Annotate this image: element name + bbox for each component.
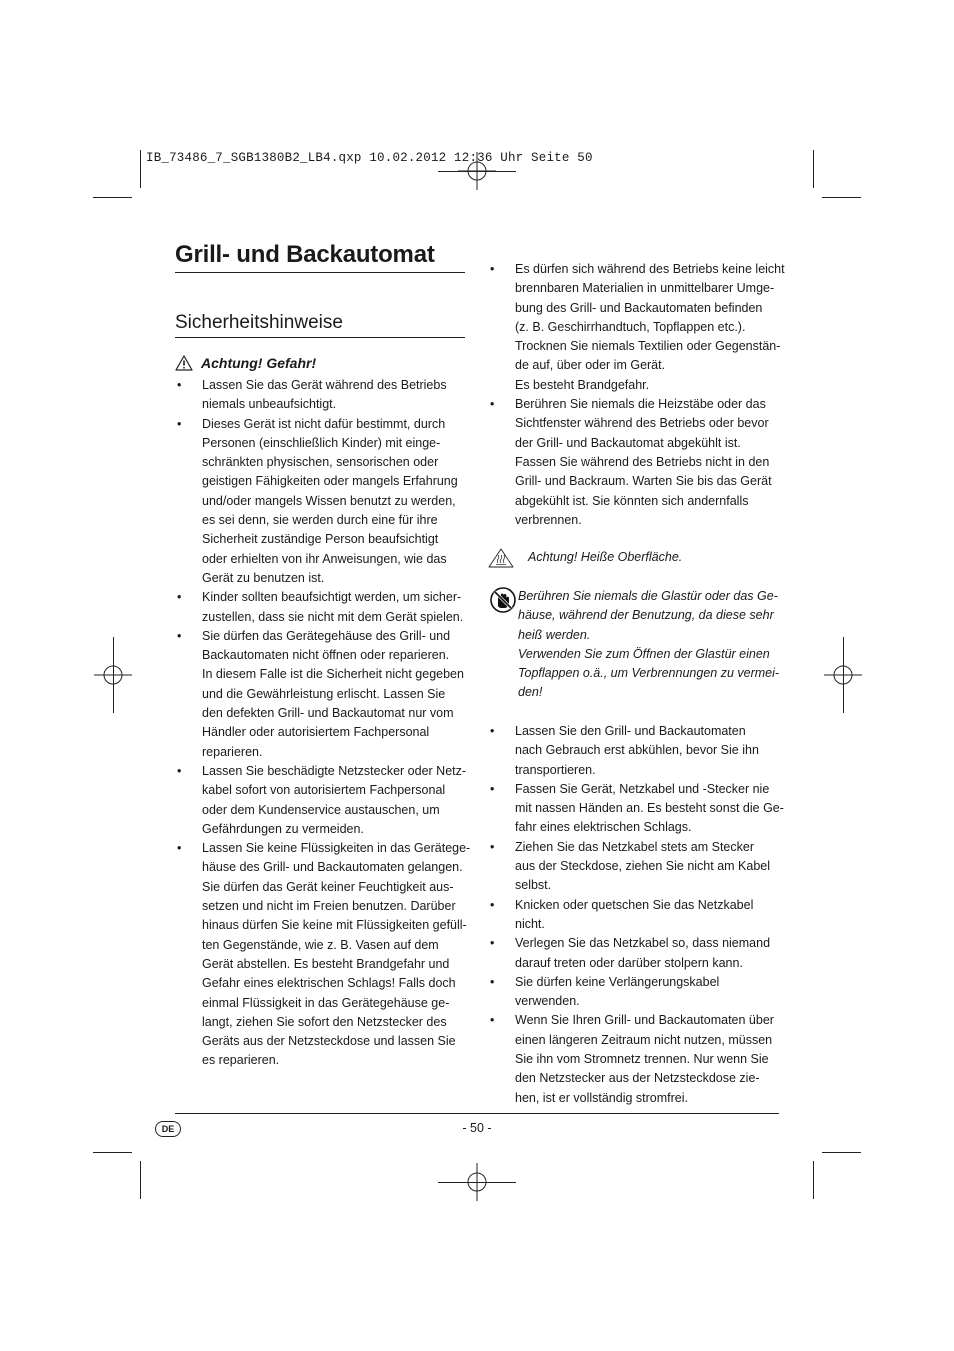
list-item-line: • Fassen Sie Gerät, Netzkabel und -Stecker nie — [515, 781, 770, 796]
list-item — [488, 838, 780, 896]
list-item-line: fahr eines elektrischen Schlags. — [515, 820, 692, 835]
list-item — [488, 896, 780, 935]
list-item-line: schränkten physischen, sensorischen oder — [202, 455, 439, 470]
note-line: Berühren Sie niemals die Glastür oder das Ge- — [518, 589, 778, 603]
list-item-line: de auf, über oder im Gerät. — [515, 358, 666, 373]
list-item-line: (z. B. Geschirrhandtuch, Topflappen etc.). — [515, 319, 746, 334]
note-line: häuse, während der Benutzung, da diese sehr — [518, 608, 774, 623]
list-item-line: • Verlegen Sie das Netzkabel so, dass niemand — [515, 936, 771, 951]
list-item-line: Gerät abstellen. Es besteht Brandgefahr und — [202, 956, 450, 971]
list-item-line: • Knicken oder quetschen Sie das Netzkabel — [515, 897, 754, 912]
list-item-line: Geräts aus der Netzsteckdose und lassen Sie — [202, 1034, 456, 1049]
hot-surface-warning — [488, 548, 682, 568]
list-item-line: häuse des Grill- und Backautomaten gelangen. — [202, 860, 463, 875]
warning-heading-text: Achtung! Gefahr! — [201, 355, 317, 371]
list-item-line: mit nassen Händen an. Es besteht sonst die Ge- — [515, 801, 784, 816]
list-item-line: • Dieses Gerät ist nicht dafür bestimmt, durch — [202, 416, 446, 431]
list-item-line: den Netzstecker aus der Netzsteckdose zie- — [515, 1071, 760, 1086]
page-number: - 50 - — [462, 1121, 492, 1135]
list-item-line: setzen und nicht im Freien benutzen. Darüber — [202, 899, 456, 914]
list-item — [488, 722, 780, 780]
list-item-line: hinaus dürfen Sie keine mit Flüssigkeiten gefüll- — [202, 918, 467, 933]
list-item-line: transportieren. — [515, 762, 596, 777]
language-badge: DE — [155, 1121, 181, 1137]
list-item-line: • Sie dürfen das Gerätegehäuse des Grill- und — [202, 628, 451, 643]
list-item-line: bung des Grill- und Backautomaten befinden — [515, 300, 763, 315]
no-touch-hand-icon — [490, 587, 516, 613]
hot-surface-icon — [488, 548, 514, 568]
list-item — [175, 762, 467, 839]
list-item-line: reparieren. — [202, 744, 263, 759]
list-item-line: • Ziehen Sie das Netzkabel stets am Stecker — [515, 839, 755, 854]
list-item-line: den defekten Grill- und Backautomat nur vom — [202, 706, 454, 721]
safety-list-right-top — [488, 260, 785, 530]
list-item-line: Sichtfenster während des Betriebs oder bevor — [515, 416, 769, 431]
list-item-line: Backautomaten nicht öffnen oder reparieren. — [202, 648, 450, 663]
list-item-line: Fassen Sie während des Betriebs nicht in den — [515, 454, 770, 469]
warning-triangle-icon — [175, 355, 193, 371]
print-slug: IB_73486_7_SGB1380B2_LB4.qxp 10.02.2012 12:36 Uhr Seite 50 — [146, 151, 593, 165]
list-item-line: hen, ist er vollständig stromfrei. — [515, 1090, 688, 1105]
list-item-line: • Lassen Sie beschädigte Netzstecker oder Netz- — [202, 763, 467, 778]
list-item-line: Personen (einschließlich Kinder) mit einge- — [202, 435, 441, 450]
list-item — [488, 1011, 780, 1107]
footer-rule — [175, 1113, 779, 1114]
list-item-line: Gerät zu benutzen ist. — [202, 570, 325, 585]
list-item-line: In diesem Falle ist die Sicherheit nicht gegeben — [202, 667, 464, 682]
list-item — [488, 780, 784, 838]
list-item-line: langt, ziehen Sie sofort den Netzstecker des — [202, 1014, 447, 1029]
list-item-line: geistigen Fähigkeiten oder mangels Erfahrung — [202, 474, 458, 489]
list-item-line: ten Gegenstände, wie z. B. Vasen auf dem — [202, 937, 439, 952]
list-item-line: selbst. — [515, 878, 552, 893]
list-item-line: Grill- und Backraum. Warten Sie bis das Gerät — [515, 474, 772, 489]
list-item — [488, 934, 780, 973]
list-item-line: • Lassen Sie keine Flüssigkeiten in das Gerätege- — [202, 841, 471, 856]
list-item — [488, 973, 780, 1012]
list-item-line: • Es dürfen sich während des Betriebs keine leicht — [515, 262, 785, 276]
warning-heading — [175, 355, 316, 371]
list-item-line: Sie ihn vom Stromnetz trennen. Nur wenn Sie — [515, 1052, 769, 1067]
list-item-line: • Sie dürfen keine Verlängerungskabel — [515, 974, 720, 989]
note-line: heiß werden. — [518, 627, 591, 642]
list-item-line: verwenden. — [515, 994, 580, 1009]
list-item — [488, 260, 785, 395]
list-item — [175, 376, 467, 415]
note-line: Verwenden Sie zum Öffnen der Glastür einen — [518, 646, 770, 661]
list-item-line: einen längeren Zeitraum nicht nutzen, müssen — [515, 1032, 773, 1047]
list-item-line: • Wenn Sie Ihren Grill- und Backautomaten über — [515, 1013, 774, 1028]
list-item-line: oder erhielten von ihr Anweisungen, wie das — [202, 551, 447, 566]
safety-list-right-bottom — [488, 722, 784, 1108]
list-item-line: • Lassen Sie den Grill- und Backautomaten — [515, 724, 746, 738]
no-touch-note-text — [518, 587, 782, 703]
list-item-line: und/oder mangels Wissen benutzt zu werden, — [202, 493, 456, 508]
list-item-line: • Berühren Sie niemals die Heizstäbe oder das — [515, 397, 766, 412]
list-item-line: Sie dürfen das Gerät keiner Feuchtigkeit aus- — [202, 879, 454, 894]
list-item-line: oder dem Kundenservice austauschen, um — [202, 802, 440, 817]
list-item-line: Trocknen Sie niemals Textilien oder Gegenstän- — [515, 339, 781, 354]
list-item-line: verbrennen. — [515, 512, 582, 527]
list-item-line: es sei denn, sie werden durch eine für ihre — [202, 513, 438, 528]
list-item-line: brennbaren Materialien in unmittelbarer Umge- — [515, 281, 775, 296]
hot-surface-text: Achtung! Heiße Oberfläche. — [528, 550, 683, 564]
list-item — [175, 588, 467, 627]
list-item-line: • Lassen Sie das Gerät während des Betriebs — [202, 378, 447, 392]
list-item-line: zustellen, dass sie nicht mit dem Gerät spielen. — [202, 609, 464, 624]
list-item — [175, 627, 467, 762]
list-item-line: nicht. — [515, 916, 545, 931]
note-line: Topflappen o.ä., um Verbrennungen zu vermei- — [518, 666, 780, 681]
list-item-line: Gefährdungen zu vermeiden. — [202, 821, 364, 836]
safety-list-left — [175, 376, 471, 1071]
section-heading: Sicherheitshinweise — [175, 312, 465, 338]
list-item-line: es reparieren. — [202, 1053, 280, 1068]
list-item — [175, 839, 471, 1071]
list-item-line: Es besteht Brandgefahr. — [515, 377, 650, 392]
list-item-line: Sicherheit zuständige Person beaufsichtigt — [202, 532, 439, 547]
list-item — [488, 395, 780, 530]
note-line: den! — [518, 685, 543, 700]
list-item-line: der Grill- und Backautomat abgekühlt ist. — [515, 435, 741, 450]
list-item-line: Händler oder autorisiertem Fachpersonal — [202, 725, 430, 740]
list-item-line: und die Gewährleistung erlischt. Lassen Sie — [202, 686, 446, 701]
list-item-line: kabel sofort von autorisiertem Fachpersonal — [202, 783, 446, 798]
list-item-line: aus der Steckdose, ziehen Sie nicht am Kabel — [515, 859, 771, 874]
list-item-line: Gefahr eines elektrischen Schlags! Falls doch — [202, 976, 456, 991]
list-item-line: niemals unbeaufsichtigt. — [202, 397, 337, 412]
list-item-line: nach Gebrauch erst abkühlen, bevor Sie ihn — [515, 743, 759, 758]
list-item — [175, 415, 467, 589]
list-item-line: einmal Flüssigkeit in das Gerätegehäuse ge- — [202, 995, 450, 1010]
list-item-line: • Kinder sollten beaufsichtigt werden, um sicher- — [202, 590, 462, 605]
list-item-line: darauf treten oder darüber stolpern kann. — [515, 955, 743, 970]
list-item-line: abgekühlt ist. Sie könnten sich andernfalls — [515, 493, 749, 508]
page-title: Grill- und Backautomat — [175, 241, 465, 273]
